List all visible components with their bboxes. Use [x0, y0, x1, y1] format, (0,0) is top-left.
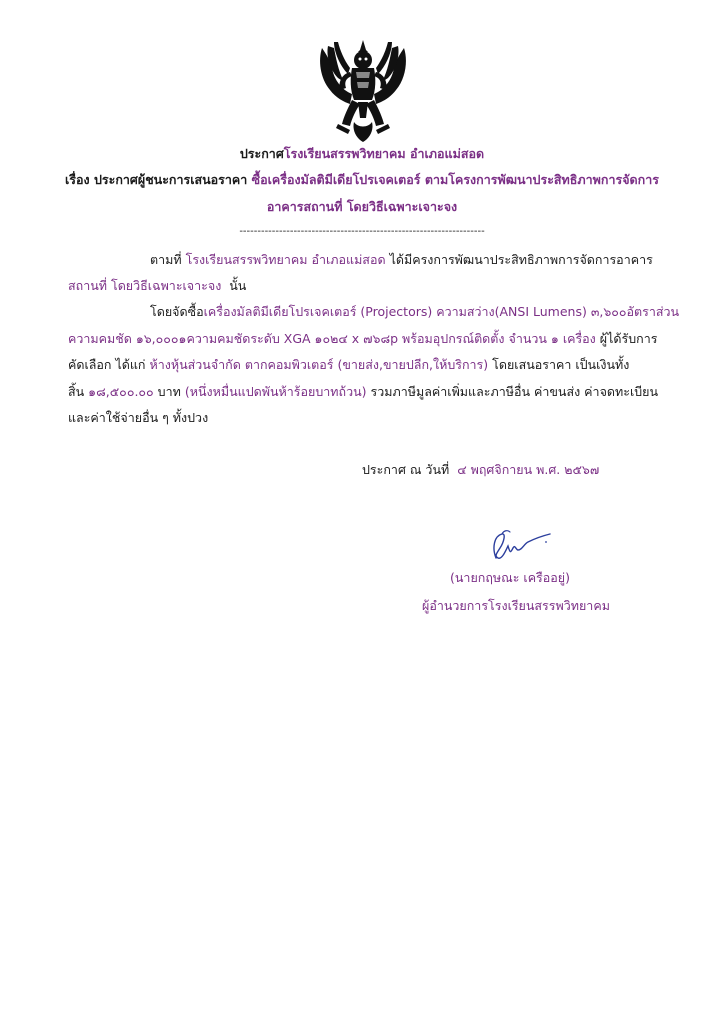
paragraph-1-line-1 [150, 252, 653, 268]
p2-text: คัดเลือก ได้แก่ [68, 357, 146, 372]
handwritten-signature-icon [480, 528, 560, 568]
paragraph-2-line-5: และค่าใช้จ่ายอื่น ๆ ทั้งปวง [68, 410, 209, 425]
p1-method: สถานที่ โดยวิธีเฉพาะเจาะจง [68, 278, 222, 293]
announcement-prefix: ประกาศ ณ วันที่ [362, 462, 450, 477]
paragraph-2-line-1 [150, 304, 679, 320]
announcement-date-line [362, 462, 599, 478]
p2-amount-words: (หนึ่งหมื่นแปดพันห้าร้อยบาทถ้วน) [184, 384, 367, 399]
p2-text: โดยเสนอราคา เป็นเงินทั้ง [492, 357, 630, 372]
paragraph-2-line-4 [68, 384, 658, 400]
subject-line-2: อาคารสถานที่ โดยวิธีเฉพาะเจาะจง [266, 199, 458, 214]
title-org: โรงเรียนสรรพวิทยาคม อำเภอแม่สอด [283, 146, 485, 161]
p2-text: รวมภาษีมูลค่าเพิ่มและภาษีอื่น ค่าขนส่ง ค่าจดทะเบียน [370, 384, 659, 399]
p2-amount: ๑๘,๕๐๐.๐๐ [88, 384, 154, 399]
p2-vendor: ห้างหุ้นส่วนจำกัด ตากคอมพิวเตอร์ (ขายส่ง,ขายปลีก,ให้บริการ) [149, 357, 489, 372]
p2-text: โดยจัดซื้อ [150, 304, 204, 319]
subject-line [0, 172, 724, 188]
subject-main: ซื้อเครื่องมัลติมีเดียโปรเจคเตอร์ ตามโครงการพัฒนาประสิทธิภาพการจัดการ [251, 172, 659, 187]
p1-school: โรงเรียนสรรพวิทยาคม อำเภอแม่สอด [185, 252, 386, 267]
title-prefix: ประกาศ [239, 146, 284, 161]
subject-prefix: เรื่อง ประกาศผู้ชนะการเสนอราคา [65, 172, 248, 187]
p2-item-detail: ความคมชัด ๑๖,๐๐๐๑ความคมชัดระดับ XGA ๑๐๒๔ x ๗๖๘p พร้อมอุปกรณ์ติดตั้ง จำนวน ๑ เครื่อง [68, 331, 596, 346]
paragraph-2-line-3 [68, 357, 629, 373]
signer-position: ผู้อำนวยการโรงเรียนสรรพวิทยาคม [422, 598, 610, 613]
divider: -------------------------------------------------------------------- [239, 226, 485, 237]
page-title [0, 146, 724, 162]
paragraph-1-line-2 [68, 278, 246, 294]
p2-text: บาท [157, 384, 181, 399]
p2-text: สิ้น [68, 384, 85, 399]
announcement-date: ๔ พฤศจิกายน พ.ศ. ๒๕๖๗ [457, 462, 600, 477]
garuda-emblem-icon [314, 38, 412, 144]
signer-name: (นายกฤษณะ เครืออยู่) [450, 570, 570, 585]
p2-text: ผู้ได้รับการ [599, 331, 658, 346]
p1-text: ได้มีครงการพัฒนาประสิทธิภาพการจัดการอาคาร [389, 252, 653, 267]
p2-item: เครื่องมัลติมีเดียโปรเจคเตอร์ (Projectors) ความสว่าง(ANSI Lumens) ๓,๖๐๐อัตราส่วน [203, 304, 680, 319]
p1-text: ตามที่ [150, 252, 182, 267]
p1-text: นั้น [229, 278, 247, 293]
paragraph-2-line-2 [68, 331, 657, 347]
